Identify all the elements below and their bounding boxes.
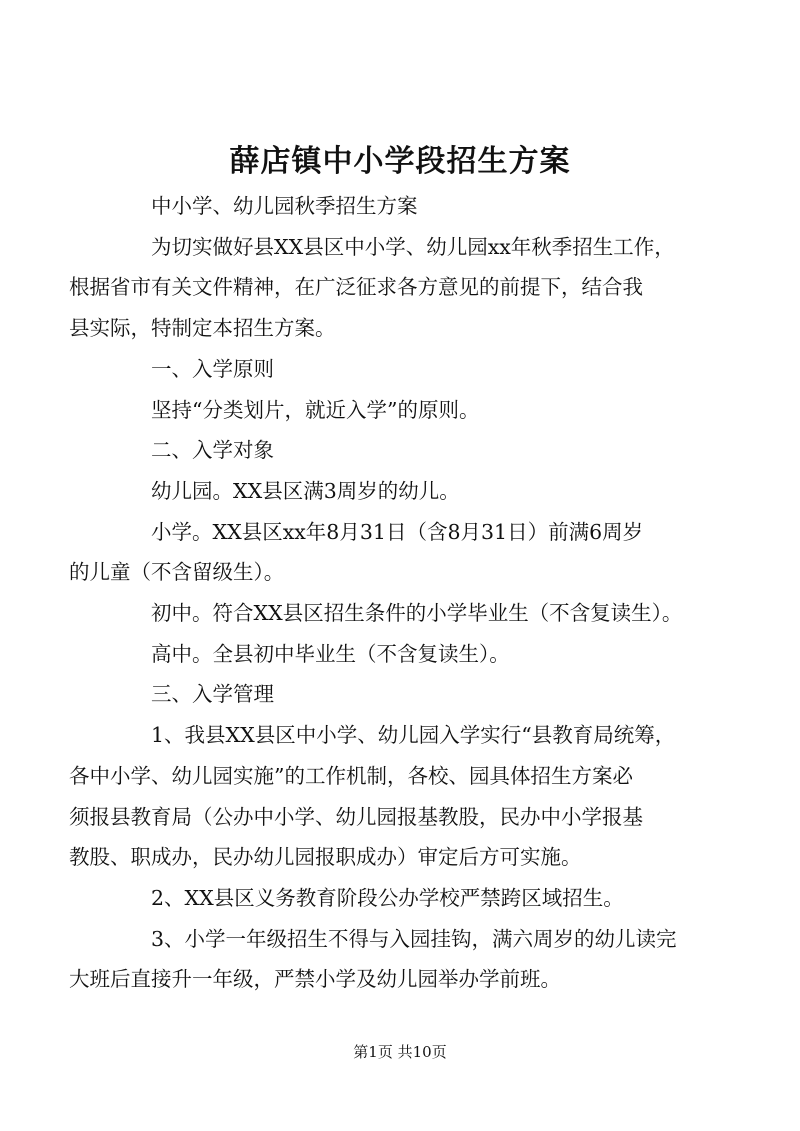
paragraph: [69, 512, 715, 593]
paragraph: [110, 878, 715, 919]
paragraph: [110, 430, 715, 471]
page-number-footer: 第1页 共10页: [353, 1043, 447, 1061]
document-title: 薛店镇中小学段招生方案: [229, 144, 571, 179]
paragraph: [110, 186, 715, 227]
paragraph: [110, 349, 715, 390]
paragraph-line: 的儿童（不含留级生）。: [69, 560, 285, 585]
paragraph-line: 大班后直接升一年级，严禁小学及幼儿园举办学前班。: [69, 967, 561, 992]
paragraph-line: 1、我县XX县区中小学、幼儿园入学实行“县教育局统筹，: [151, 723, 676, 748]
paragraph-line: 二、入学对象: [151, 438, 274, 463]
paragraph: [69, 715, 715, 878]
paragraph: [110, 593, 715, 634]
paragraph-line: 幼儿园。XX县区满3周岁的幼儿。: [151, 478, 460, 503]
paragraph: [110, 471, 715, 512]
paragraph-line: 中小学、幼儿园秋季招生方案: [151, 194, 418, 218]
paragraph-line: 初中。符合XX县区招生条件的小学毕业生（不含复读生）。: [151, 601, 683, 626]
paragraph-line: 3、小学一年级招生不得与入园挂钩，满六周岁的幼儿读完: [151, 926, 677, 951]
document-body: [69, 186, 715, 1000]
paragraph-line: 小学。XX县区xx年8月31日（含8月31日）前满6周岁: [151, 519, 644, 544]
paragraph: [69, 227, 715, 349]
paragraph: [110, 634, 715, 675]
paragraph-line: 县实际，特制定本招生方案。: [69, 316, 336, 341]
paragraph-line: 坚持“分类划片，就近入学”的原则。: [151, 397, 480, 422]
paragraph-line: 教股、职成办，民办幼儿园报职成办）审定后方可实施。: [69, 845, 582, 870]
paragraph-line: 各中小学、幼儿园实施”的工作机制，各校、园具体招生方案必: [69, 763, 633, 788]
paragraph-line: 一、入学原则: [151, 356, 274, 381]
paragraph: [110, 674, 715, 715]
paragraph-line: 2、XX县区义务教育阶段公办学校严禁跨区域招生。: [151, 885, 624, 910]
paragraph: [69, 919, 715, 1000]
paragraph-line: 为切实做好县XX县区中小学、幼儿园xx年秋季招生工作，: [151, 234, 675, 259]
paragraph-line: 三、入学管理: [151, 682, 274, 707]
paragraph-line: 须报县教育局（公办中小学、幼儿园报基教股，民办中小学报基: [69, 804, 643, 829]
paragraph-line: 根据省市有关文件精神，在广泛征求各方意见的前提下，结合我: [69, 275, 643, 300]
paragraph-line: 高中。全县初中毕业生（不含复读生）。: [151, 641, 510, 666]
paragraph: [110, 390, 715, 431]
